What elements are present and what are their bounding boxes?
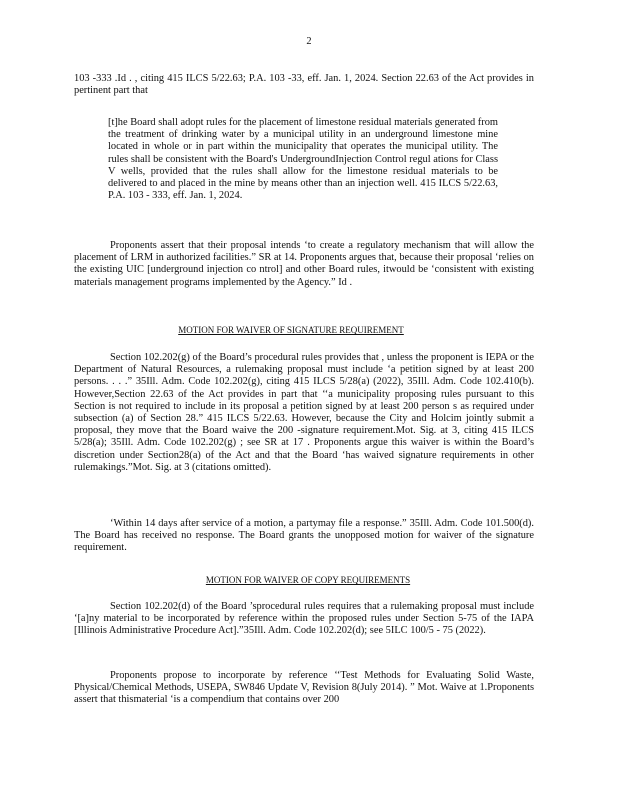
paragraph-citation-intro: 103 -333 .Id . , citing 415 ILCS 5/22.63; P.A. 103 -33, eff. Jan. 1, 2024. Section 22.63 of the Act provides in pertinent part that xyxy=(74,73,534,97)
paragraph-response-window xyxy=(74,518,534,555)
paragraph-section-102-202g xyxy=(74,352,534,474)
section-heading-copy-waiver: MOTION FOR WAIVER OF COPY REQUIREMENTS xyxy=(205,575,411,585)
paragraph-section-102-202d xyxy=(74,601,534,638)
section-heading-signature-waiver: MOTION FOR WAIVER OF SIGNATURE REQUIREMENT xyxy=(178,325,404,335)
paragraph-text: Section 102.202(d) of the Board ’sprocedural rules requires that a rulemaking proposal must include ‘[a]ny material to be incorporated by reference within the proposed rules under Section 5-75 of the IAPA [Illinois Administrative Procedure Act].”35Ill. Adm. Code 102.202(d); see 5ILC 100/5 - 75 (2022). xyxy=(74,601,534,637)
paragraph-incorporate-by-reference xyxy=(74,670,534,707)
paragraph-text: Section 102.202(g) of the Board’s procedural rules provides that , unless the proponent is IEPA or the Department of Natural Resources, a rulemaking proposal must include ‘a petition signed by at least 200 persons. . . .” 35Ill. Adm. Code 102.202(g), citing 415 ILCS 5/28(a) (2022), 35Ill. Adm. Code 102.410(b). However,Section 22.63 of the Act provides in part that ‘‘a municipality proposing rules pursuant to this Section is not required to include in its proposal a petition signed by at least 200 person s as required under subsection (a) of Section 28.” 415 ILCS 5/22.63. However, because the City and Holcim jointly submit a proposal, they move that the Board waive the 200 -signature requirement.Mot. Sig. at 3, citing 415 ILCS 5/28(a); 35Ill. Adm. Code 102.202(g) ; see SR at 17 . Proponents argue this waiver is within the Board’s discretion under Section28(a) of the Act and that the Board ‘has waived signature requirements in other rulemakings.”Mot. Sig. at 3 (citations omitted). xyxy=(74,352,534,473)
block-quote-statute: [t]he Board shall adopt rules for the placement of limestone residual materials generated from the treatment of drinking water by a municipal utility in an underground limestone mine located in whole or in part within the municipality that operates the municipal utility. The rules shall be consistent with the Board's UndergroundInjection Control regul ations for Class V wells, provided that the rules shall allow for the limestone residual materials to be delivered to and placed in the mine by means other than an injection well. 415 ILCS 5/22.63, P.A. 103 - 333, eff. Jan. 1, 2024. xyxy=(108,117,498,202)
paragraph-proponents-assert xyxy=(74,240,534,289)
page-number: 2 xyxy=(306,36,312,47)
paragraph-text: ‘Within 14 days after service of a motion, a partymay file a response.” 35Ill. Adm. Code 101.500(d). The Board has received no response. The Board grants the unopposed motion for waiver of the signature requirement. xyxy=(74,518,534,554)
paragraph-text: Proponents propose to incorporate by reference ‘‘Test Methods for Evaluating Solid Waste, Physical/Chemical Methods, USEPA, SW846 Update V, Revision 8(July 2014). ” Mot. Waive at 1.Proponents assert that thismaterial ‘is a compendium that contains over 200 xyxy=(74,670,534,706)
paragraph-text: Proponents assert that their proposal intends ‘to create a regulatory mechanism that will allow the placement of LRM in authorized facilities.” SR at 14. Proponents argues that, because their proposal ‘relies on the existing UIC [underground injection co ntrol] and other Board rules, itwould be ‘consistent with existing materials management programs implemented by the Agency.” Id . xyxy=(74,240,534,288)
